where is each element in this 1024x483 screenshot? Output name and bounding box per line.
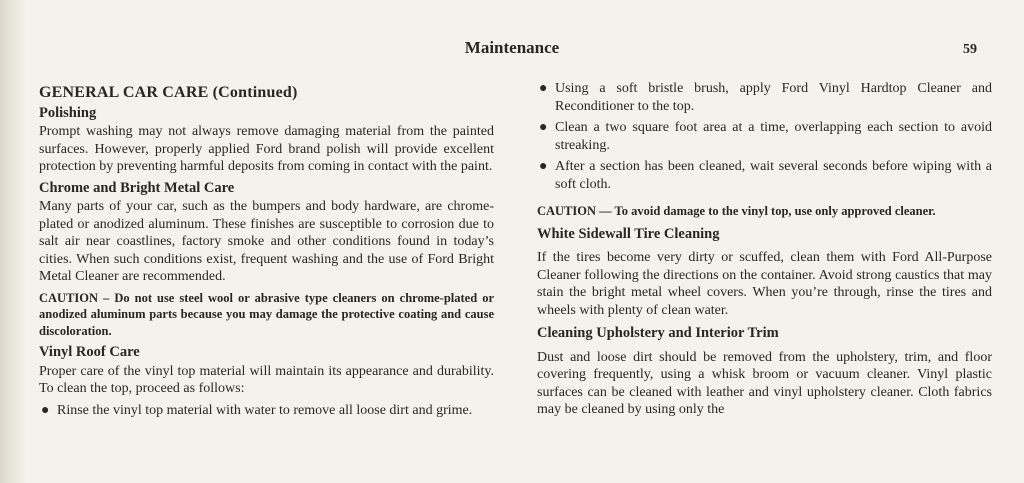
whitewall-heading: White Sidewall Tire Cleaning: [537, 225, 720, 242]
upholstery-body: Dust and loose dirt should be removed from the upholstery, trim, and floor covering frequently, using a whisk broom or vacuum cleaner. Vinyl plastic surfaces can be cleaned with leather and vinyl upholstery cleaner. Cloth fabrics may be cleaned by using only the: [537, 349, 992, 417]
upholstery-heading: Cleaning Upholstery and Interior Trim: [537, 325, 779, 341]
list-item-text: Rinse the vinyl top material with water to remove all loose dirt and grime.: [57, 402, 473, 418]
chrome-caution: CAUTION – Do not use steel wool or abrasive type cleaners on chrome-plated or anodized aluminum parts because you may damage the protective coating and cause discoloration.: [39, 290, 494, 338]
page-binding-shadow: [0, 0, 26, 483]
bullet-icon: ●: [539, 120, 548, 135]
right-column: [537, 80, 992, 423]
vinyl-roof-steps: [39, 402, 494, 420]
page-number: 59: [963, 42, 977, 57]
list-item: [537, 119, 992, 154]
vinyl-caution: CAUTION — To avoid damage to the vinyl top, use only approved cleaner.: [537, 204, 936, 218]
chrome-heading: Chrome and Bright Metal Care: [39, 179, 235, 196]
list-item: [537, 80, 992, 115]
bullet-icon: ●: [539, 81, 548, 96]
bullet-icon: ●: [41, 402, 50, 418]
section-title: GENERAL CAR CARE (Continued): [39, 84, 298, 101]
list-item-text: After a section has been cleaned, wait several seconds before wiping with a soft cloth.: [555, 159, 992, 192]
left-column: [39, 80, 494, 423]
chrome-body: Many parts of your car, such as the bumpers and body hardware, are chrome-plated or anodized aluminum. These finishes are susceptible to corrosion due to salt air near coastlines, factory smoke and other conditions found in today’s cities. When such conditions exist, frequent washing and the use of Ford Bright Metal Cleaner are recommended.: [39, 199, 494, 284]
list-item: [537, 158, 992, 193]
polishing-body: Prompt washing may not always remove damaging material from the painted surfaces. However, properly applied Ford brand polish will provide excellent protection by preventing harmful deposits from coming in contact with the paint.: [39, 124, 494, 174]
polishing-heading: Polishing: [39, 104, 97, 121]
list-item: [39, 402, 494, 420]
list-item-text: Clean a two square foot area at a time, overlapping each section to avoid streaking.: [555, 120, 992, 153]
vinyl-roof-steps-continued: [537, 80, 992, 193]
list-item-text: Using a soft bristle brush, apply Ford Vinyl Hardtop Cleaner and Reconditioner to the top.: [555, 81, 992, 114]
vinyl-roof-body: Proper care of the vinyl top material will maintain its appearance and durability. To clean the top, proceed as follows:: [39, 363, 494, 396]
vinyl-roof-heading: Vinyl Roof Care: [39, 344, 140, 360]
bullet-icon: ●: [539, 159, 548, 174]
running-head: Maintenance: [464, 38, 560, 57]
whitewall-body: If the tires become very dirty or scuffed, clean them with Ford All-Purpose Cleaner following the directions on the container. Avoid strong caustics that may stain the bright metal wheel covers. When you’re through, rinse the tires and wheels with plenty of clean water.: [537, 250, 992, 318]
